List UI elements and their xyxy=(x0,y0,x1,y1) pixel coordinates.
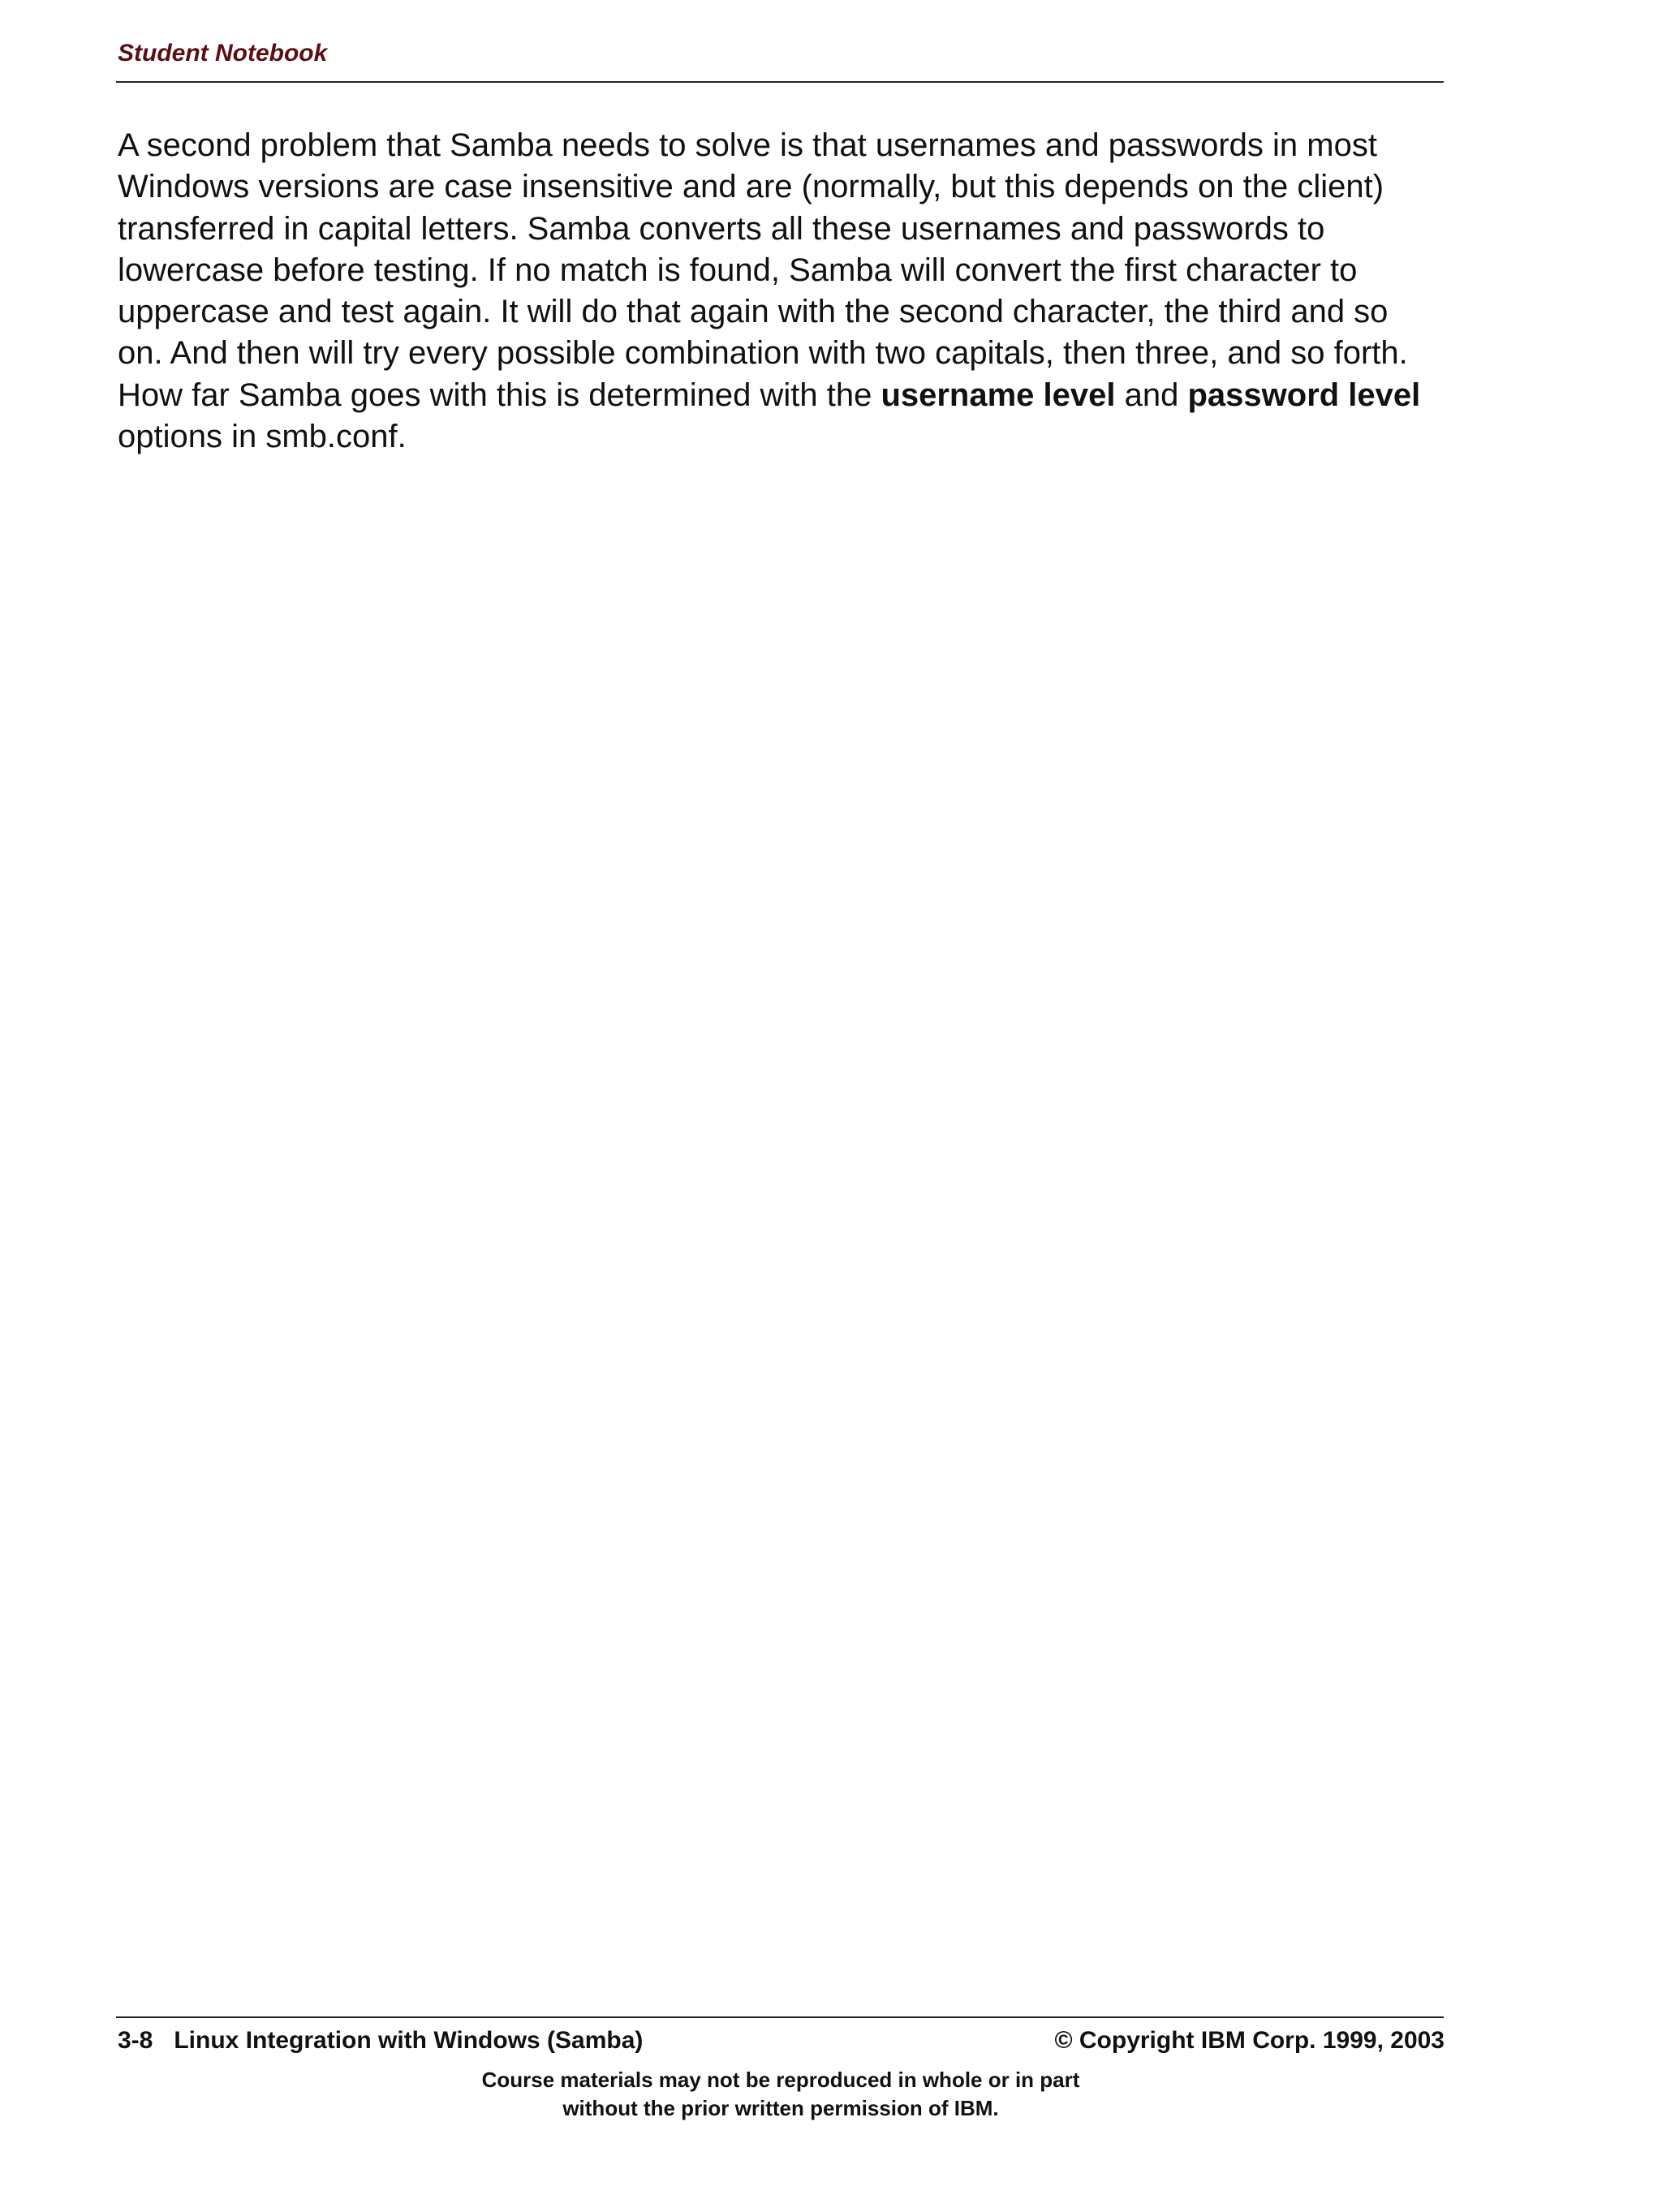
body-line-5: uppercase and test again. It will do that again with the second character, the third and so xyxy=(118,294,1389,330)
course-title: Linux Integration with Windows (Samba) xyxy=(174,2027,644,2054)
page-number: 3-8 xyxy=(118,2027,153,2054)
header-divider xyxy=(116,81,1444,83)
body-line-4: lowercase before testing. If no match is found, Samba will convert the first character to xyxy=(118,252,1358,288)
body-line-1: A second problem that Samba needs to solve is that usernames and passwords in most xyxy=(118,127,1377,163)
reproduction-notice xyxy=(0,2066,1561,2123)
password-level-term: password level xyxy=(1187,377,1421,413)
notice-line-2: without the prior written permission of IBM. xyxy=(562,2096,999,2120)
body-paragraph xyxy=(118,125,1453,458)
username-level-term: username level xyxy=(881,377,1116,413)
body-line-8: options in smb.conf. xyxy=(118,419,407,455)
body-line-6: on. And then will try every possible combination with two capitals, then three, and so forth. xyxy=(118,335,1408,372)
body-line-2: Windows versions are case insensitive and are (normally, but this depends on the client) xyxy=(118,169,1384,205)
footer-divider xyxy=(116,2016,1444,2018)
copyright-notice: © Copyright IBM Corp. 1999, 2003 xyxy=(1054,2027,1445,2054)
body-line-7: How far Samba goes with this is determined with the username level and password level xyxy=(118,377,1421,413)
footer-course-info xyxy=(118,2027,643,2055)
running-header-title: Student Notebook xyxy=(118,40,328,67)
body-line-3: transferred in capital letters. Samba converts all these usernames and passwords to xyxy=(118,210,1325,247)
notice-line-1: Course materials may not be reproduced in whole or in part xyxy=(481,2068,1080,2092)
